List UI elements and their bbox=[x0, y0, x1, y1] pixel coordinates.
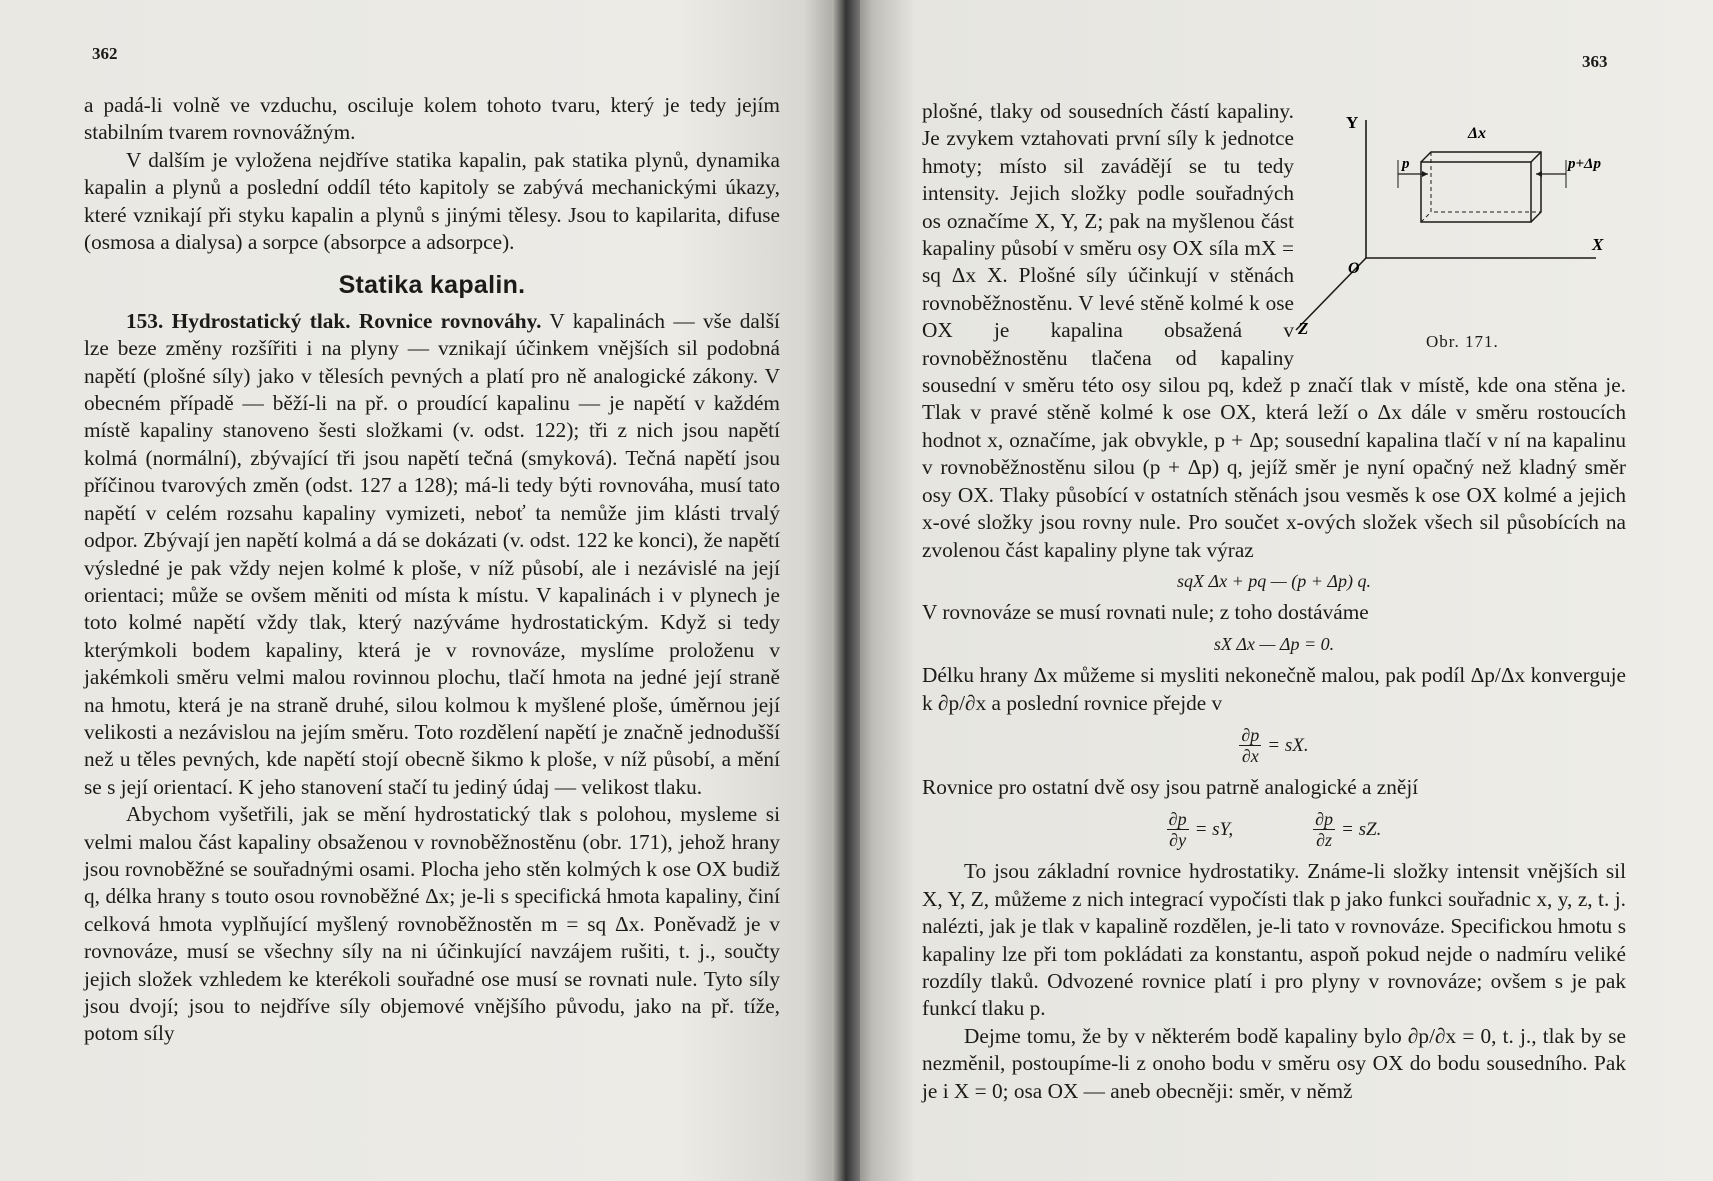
equation: sX Δx — Δp = 0. bbox=[1213, 633, 1335, 654]
equation-rhs: = sY, bbox=[1194, 819, 1234, 841]
paragraph: Abychom vyšetřili, jak se mění hydrostatický tlak s polohou, mysleme si velmi malou část kapaliny obsaženou v rovnoběžnostěnu (obr. 171), jehož hrany jsou rovnoběžné se souřadnými osami. Plocha jeho stěn kolmých k ose OX budiž q, délka hrany s touto osou rovnoběžné Δx; je-li s specifická hmota kapaliny, činí celková hmota vyplňující myšlený rovnoběžnostěn m = sq Δx. Poněvadž je v rovnováze, musí se všechny síly na ni účinkující navzájem rušiti, t. j., součty jejich složek vzhledem ke kterékoli souřadné ose musí se rovnati nule. Tyto síly jsou dvojí; jsou to nejdříve síly objemové vnějšího původu, jako na př. tíže, potom síly bbox=[84, 802, 780, 1046]
x-axis-label: X bbox=[1592, 235, 1604, 254]
z-axis-label: Z bbox=[1298, 319, 1309, 338]
figure-171 bbox=[1298, 98, 1626, 360]
paragraph: Délku hrany Δx můžeme si mysliti nekonečně malou, pak podíl Δp/Δx konverguje k ∂p/∂x a poslední rovnice přejde v bbox=[922, 663, 1626, 715]
paragraph: V dalším je vyložena nejdříve statika kapalin, pak statika plynů, dynamika kapalin a plynů a poslední oddíl této kapitoly se zabývá mechanickými úkazy, které vznikají při styku kapalin a plynů s jinými tělesy. Jsou to kapilarita, difuse (osmosa a dialysa) a sorpce (absorpce a adsorpce). bbox=[84, 147, 780, 255]
paragraph: a padá-li volně ve vzduchu, osciluje kolem tohoto tvaru, který je tedy jejím stabilním tvarem rovnovážným. bbox=[84, 93, 780, 145]
equation bbox=[922, 725, 1626, 766]
section-heading: Statika kapalin. bbox=[338, 271, 526, 300]
book-gutter bbox=[832, 0, 860, 1181]
denominator: ∂x bbox=[1241, 745, 1259, 766]
paragraph bbox=[84, 308, 780, 801]
paragraph: Rovnice pro ostatní dvě osy jsou patrně analogické a znějí bbox=[922, 774, 1419, 799]
figure-caption: Obr. 171. bbox=[1426, 332, 1499, 351]
origin-label: O bbox=[1348, 260, 1360, 277]
fraction bbox=[1239, 725, 1261, 766]
dx-label: Δx bbox=[1468, 125, 1487, 142]
equation-pair bbox=[922, 809, 1626, 850]
paragraph: To jsou základní rovnice hydrostatiky. Známe-li složky intensit vnějších sil X, Y, Z, můžeme z nich integrací vypočísti tlak p jako funkci souřadnic x, y, z, t. j. nalézti, jak je tlak v kapalině rozdělen, je-li tato v rovnováze. Specifickou hmotu s kapaliny lze při tom pokládati za konstantu, aspoň pokud nejde o nadmíru veliké rozdíly tlaků. Odvozené rovnice platí i pro plyny v rovnováze; ovšem s je pak funkcí tlaku p. bbox=[922, 859, 1626, 1021]
numerator: ∂p bbox=[1315, 809, 1334, 830]
numerator: ∂p bbox=[1168, 809, 1187, 830]
parallelepiped-diagram bbox=[1298, 98, 1626, 360]
equation: sqX Δx + pq — (p + Δp) q. bbox=[1177, 570, 1371, 591]
y-axis-label: Y bbox=[1346, 113, 1359, 132]
p-label: p bbox=[1402, 156, 1410, 172]
numerator: ∂p bbox=[1241, 724, 1260, 745]
left-text-block bbox=[84, 92, 780, 1048]
denominator: ∂y bbox=[1169, 830, 1187, 851]
paragraph-body: V kapalinách — vše další lze beze změny rozšířiti i na plyny — vznikají účinkem vnějších sil podobná napětí (plošné síly) jako v tělesích pevných a platí pro ně analogické zákony. V obecném případě — běží-li na př. o proudící kapalinu — je napětí v každém místě kapaliny stanoveno šesti složkami (v. odst. 122); tři z nich jsou napětí kolmá (normální), zbývající tři jsou napětí tečná (smyková). Tečná napětí jsou příčinou tvarových změn (odst. 127 a 128); má-li tedy býti rovnováha, musí tato napětí v celém rozsahu kapaliny vymizeti, neboť ta nemůže jim klásti trvalý odpor. Zbývají jen napětí kolmá a dá se dokázati (v. odst. 122 ke konci), že napětí výsledné je pak vždy nejen kolmé k ploše, v níž působí, ale i nezávislé na její orientaci; může se ovšem měniti od místa k místu. V kapalinách i v plynech je toto kolmé napětí vždy tlak, který nazýváme hydrostatickým. Když si tedy kterýmkoli bodem kapaliny, která je v rovnováze, myslíme proloženu v jakémkoli směru velmi malou rovinnou plochu, tlačí hmota na jedné její straně na hmotu, která je na straně druhé, silou kolmou k myšlené ploše, úměrnou její velikosti a nezávislou na jejím směru. Toto rozdělení napětí je značně jednodušší než u těles pevných, kde napětí stojí obecně šikmo k ploše, v níž působí, a mění se s její orientací. K jeho stanovení stačí tu jediný údaj — velikost tlaku. bbox=[84, 308, 780, 799]
paragraph: plošné, tlaky od sousedních částí kapaliny. Je zvykem vztahovati první síly k jednotce hmoty; místo sil zavádějí se tu tedy intensity. Jejich složky podle souřadných os označíme X, Y, Z; pak na myšlenou část kapaliny působí v směru osy OX síla mX = sq Δx X. Plošné síly účinkují v stěnách rovnoběžnostěnu. V levé stěně kolmé k ose OX je kapalina obsažená v rovnoběžnostěnu tlačena od kapaliny sousední v směru této osy silou pq, kdež p značí tlak v místě, kde ona stěna je. Tlak v pravé stěně kolmé k ose OX, která leží o Δx dále v směru rostoucích hodnot x, označíme, jak obvykle, p + Δp; sousední kapalina tlačí v ní na kapalinu v rovnoběžnostěnu silou (p + Δp) q, jejíž směr je nyní opačný než kladný směr osy OX. Tlaky působící v ostatních stěnách jsou vesměs k ose OX kolmé a jejich x-ové složky jsou rovny nule. Pro součet x-ových složek všech sil působících na zvolenou část kapaliny plyne tak výraz bbox=[922, 99, 1626, 562]
left-page bbox=[0, 0, 846, 1181]
equation-rhs: = sZ. bbox=[1341, 819, 1382, 841]
right-page bbox=[846, 0, 1713, 1181]
denominator: ∂z bbox=[1316, 830, 1333, 851]
page-number: 362 bbox=[92, 44, 118, 63]
fraction bbox=[1313, 809, 1335, 850]
paragraph: V rovnováze se musí rovnati nule; z toho dostáváme bbox=[922, 600, 1369, 625]
page-number: 363 bbox=[1582, 52, 1608, 71]
fraction bbox=[1167, 809, 1189, 850]
p-dp-label: p+Δp bbox=[1568, 156, 1601, 172]
section-title: 153. Hydrostatický tlak. Rovnice rovnováhy. bbox=[126, 308, 542, 333]
right-text-block bbox=[922, 98, 1626, 1105]
equation-rhs: = sX. bbox=[1267, 734, 1309, 756]
paragraph: Dejme tomu, že by v některém bodě kapaliny bylo ∂p/∂x = 0, t. j., tlak by se nezměnil, postoupíme-li z onoho bodu v směru osy OX do bodu sousedního. Pak je i X = 0; osa OX — aneb obecněji: směr, v němž bbox=[922, 1023, 1626, 1103]
